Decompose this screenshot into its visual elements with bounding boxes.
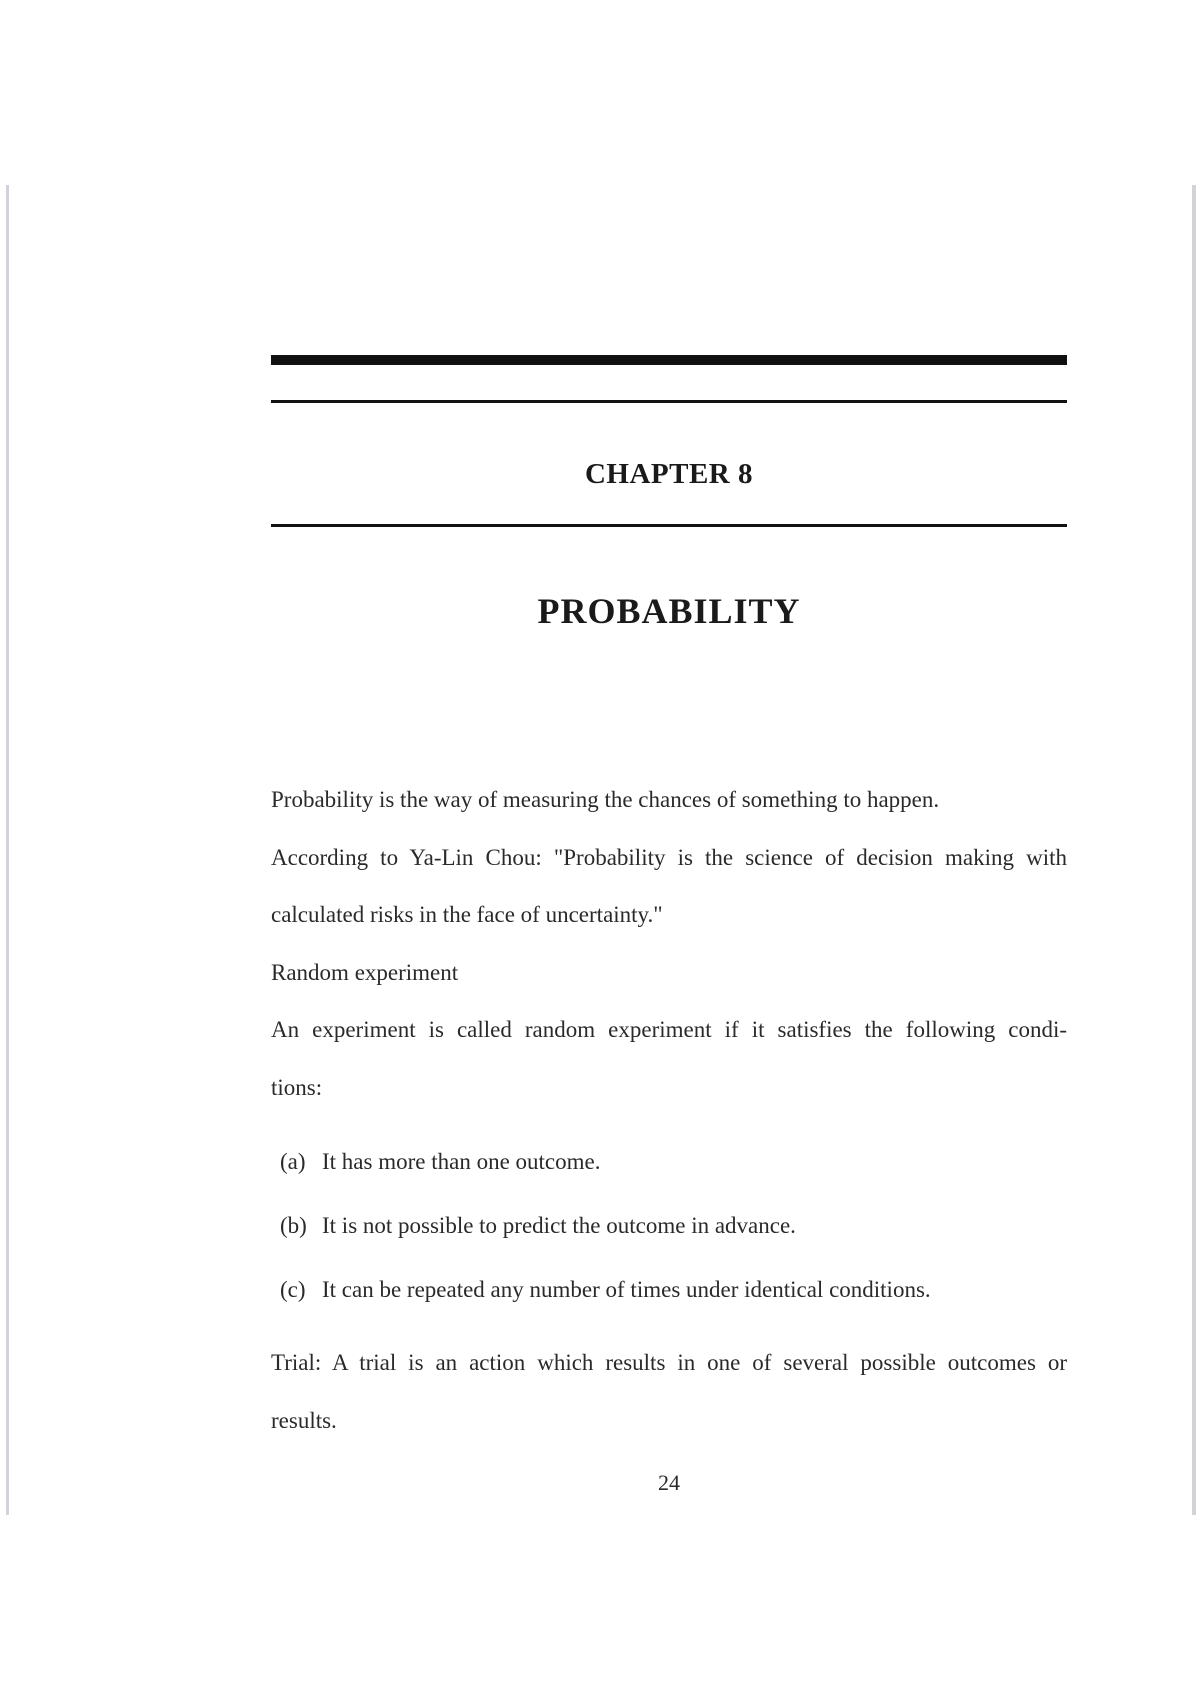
condition-item-c <box>280 1277 931 1303</box>
chapter-label: CHAPTER 8 <box>584 458 754 490</box>
condition-text: It has more than one outcome. <box>322 1149 601 1174</box>
condition-text: It can be repeated any number of times under identical conditions. <box>322 1277 931 1302</box>
quote-line-2: calculated risks in the face of uncertainty." <box>271 902 663 927</box>
condition-item-a <box>280 1149 600 1175</box>
quote-line-1: According to Ya-Lin Chou: "Probability is the science of decision making with <box>271 845 1067 870</box>
page-number: 24 <box>658 1470 680 1495</box>
chapter-rule-lower <box>271 524 1067 527</box>
definition-line-2: tions: <box>271 1075 323 1100</box>
chapter-rule-upper <box>271 400 1067 403</box>
intro-paragraph: Probability is the way of measuring the chances of something to happen. <box>271 787 940 812</box>
condition-marker: (b) <box>280 1213 307 1238</box>
condition-marker: (c) <box>280 1277 306 1302</box>
subheading-random-experiment: Random experiment <box>271 960 459 985</box>
trial-line-1: Trial: A trial is an action which results in one of several possible outcomes or <box>271 1350 1067 1375</box>
condition-marker: (a) <box>280 1149 306 1174</box>
page-edge-right <box>1192 185 1196 1515</box>
condition-text: It is not possible to predict the outcome in advance. <box>322 1213 796 1238</box>
page-edge-left <box>6 185 9 1515</box>
definition-line-1: An experiment is called random experiment if it satisfies the following condi- <box>271 1017 1067 1042</box>
chapter-title: PROBABILITY <box>537 591 801 631</box>
chapter-rule-thick <box>271 355 1067 365</box>
trial-line-2: results. <box>271 1408 337 1433</box>
condition-item-b <box>280 1213 796 1239</box>
